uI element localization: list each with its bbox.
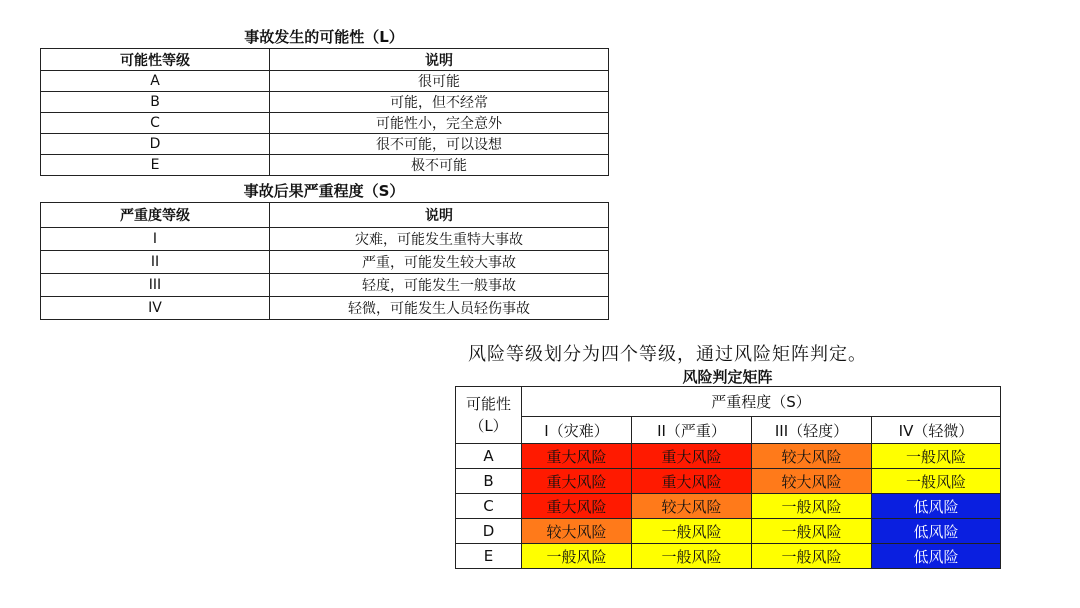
likelihood-level: B	[41, 92, 270, 113]
severity-header-desc: 说明	[270, 203, 609, 228]
matrix-col-i: I（灾难）	[522, 417, 632, 444]
matrix-cell: 重大风险	[632, 469, 752, 494]
matrix-row	[456, 519, 1001, 544]
severity-level: II	[41, 251, 270, 274]
matrix-row	[456, 494, 1001, 519]
matrix-cell: 重大风险	[522, 444, 632, 469]
likelihood-desc: 极不可能	[270, 155, 609, 176]
likelihood-header-desc: 说明	[270, 49, 609, 71]
matrix-cell: 一般风险	[632, 544, 752, 569]
matrix-row-header: 可能性 （L）	[456, 387, 522, 444]
matrix-cell: 低风险	[872, 544, 1001, 569]
likelihood-level: D	[41, 134, 270, 155]
matrix-row-label: E	[456, 544, 522, 569]
matrix-cell: 重大风险	[632, 444, 752, 469]
matrix-cell: 一般风险	[872, 444, 1001, 469]
severity-desc: 轻微，可能发生人员轻伤事故	[270, 297, 609, 320]
severity-row	[41, 274, 609, 297]
matrix-cell: 重大风险	[522, 494, 632, 519]
matrix-col-header: 严重程度（S）	[522, 387, 1001, 417]
severity-desc: 轻度，可能发生一般事故	[270, 274, 609, 297]
matrix-cell: 一般风险	[632, 519, 752, 544]
likelihood-row	[41, 113, 609, 134]
severity-table	[40, 202, 609, 320]
matrix-cell: 一般风险	[752, 519, 872, 544]
matrix-row	[456, 444, 1001, 469]
matrix-cell: 一般风险	[522, 544, 632, 569]
matrix-row-label: B	[456, 469, 522, 494]
severity-row	[41, 251, 609, 274]
likelihood-header-level: 可能性等级	[41, 49, 270, 71]
likelihood-table	[40, 48, 609, 176]
likelihood-title: 事故发生的可能性（L）	[244, 28, 404, 46]
matrix-cell: 低风险	[872, 519, 1001, 544]
matrix-cell: 一般风险	[872, 469, 1001, 494]
likelihood-desc: 很不可能，可以设想	[270, 134, 609, 155]
severity-level: III	[41, 274, 270, 297]
likelihood-level: E	[41, 155, 270, 176]
severity-header-row	[41, 203, 609, 228]
severity-header-level: 严重度等级	[41, 203, 270, 228]
likelihood-row	[41, 92, 609, 113]
severity-row	[41, 297, 609, 320]
severity-desc: 灾难，可能发生重特大事故	[270, 228, 609, 251]
matrix-col-iv: IV（轻微）	[872, 417, 1001, 444]
matrix-title: 风险判定矩阵	[682, 368, 773, 386]
likelihood-level: A	[41, 71, 270, 92]
likelihood-desc: 可能性小，完全意外	[270, 113, 609, 134]
risk-matrix-table	[455, 386, 1001, 569]
matrix-cell: 重大风险	[522, 469, 632, 494]
matrix-col-ii: II（严重）	[632, 417, 752, 444]
likelihood-header-row	[41, 49, 609, 71]
severity-title: 事故后果严重程度（S）	[243, 182, 405, 200]
severity-level: I	[41, 228, 270, 251]
likelihood-level: C	[41, 113, 270, 134]
matrix-cell: 较大风险	[632, 494, 752, 519]
matrix-cell: 较大风险	[752, 444, 872, 469]
matrix-row	[456, 469, 1001, 494]
likelihood-row	[41, 134, 609, 155]
matrix-col-iii: III（轻度）	[752, 417, 872, 444]
likelihood-desc: 很可能	[270, 71, 609, 92]
severity-desc: 严重，可能发生较大事故	[270, 251, 609, 274]
matrix-row-label: A	[456, 444, 522, 469]
severity-row	[41, 228, 609, 251]
matrix-row	[456, 544, 1001, 569]
likelihood-desc: 可能，但不经常	[270, 92, 609, 113]
likelihood-row	[41, 155, 609, 176]
matrix-row-label: C	[456, 494, 522, 519]
matrix-cell: 较大风险	[752, 469, 872, 494]
likelihood-row	[41, 71, 609, 92]
matrix-cell: 低风险	[872, 494, 1001, 519]
risk-intro-text: 风险等级划分为四个等级，通过风险矩阵判定。	[468, 344, 867, 365]
matrix-row-label: D	[456, 519, 522, 544]
severity-level: IV	[41, 297, 270, 320]
matrix-columns-row	[456, 417, 1001, 444]
matrix-cell: 一般风险	[752, 494, 872, 519]
matrix-cell: 一般风险	[752, 544, 872, 569]
matrix-cell: 较大风险	[522, 519, 632, 544]
